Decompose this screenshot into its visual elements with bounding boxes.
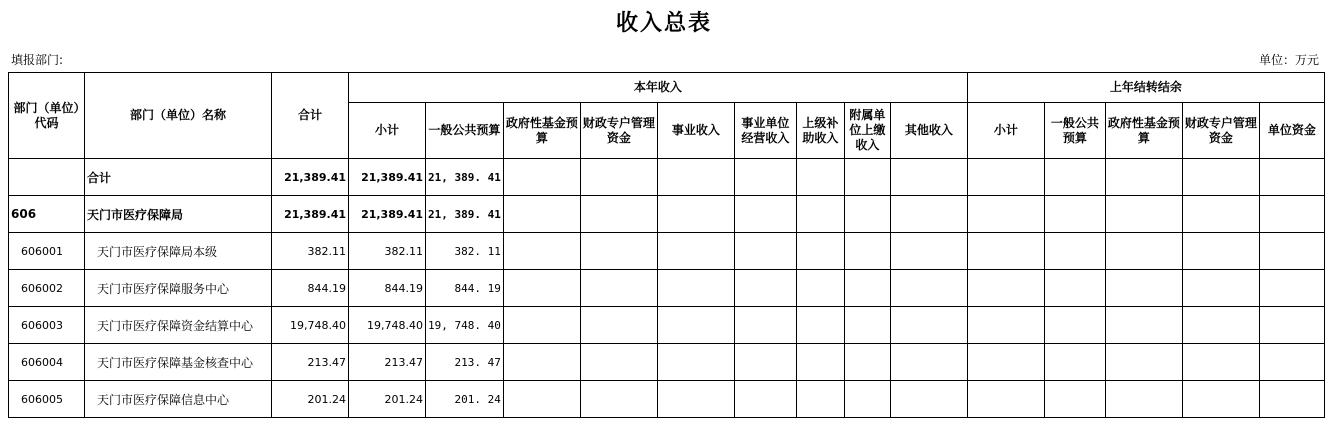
cell-empty [734,270,796,307]
cell-empty [1259,344,1324,381]
cell-empty [967,159,1044,196]
cell-empty [1105,307,1182,344]
header-prior-general-budget: 一般公共预算 [1044,103,1105,159]
header-dept-code: 部门（单位）代码 [9,73,85,159]
cell-name: 合计 [85,159,272,196]
cell-empty [967,196,1044,233]
cell-empty [1105,233,1182,270]
table-row [9,344,1325,381]
header-prior-unit-funds: 单位资金 [1259,103,1324,159]
cell-empty [796,381,844,418]
cell-empty [1182,233,1259,270]
cell-empty [844,196,890,233]
cell-empty [1044,233,1105,270]
header-current-affiliated-remit: 附属单位上缴收入 [844,103,890,159]
cell-empty [1044,381,1105,418]
cell-code: 606004 [9,344,85,381]
cell-empty [1259,381,1324,418]
cell-code: 606 [9,196,85,233]
header-dept-name: 部门（单位）名称 [85,73,272,159]
cell-subtotal: 382.11 [349,233,426,270]
cell-name: 天门市医疗保障资金结算中心 [85,307,272,344]
cell-empty [890,159,967,196]
cell-empty [1044,196,1105,233]
unit-label: 单位：万元 [1258,53,1319,67]
cell-empty [890,381,967,418]
header-prior-subtotal: 小计 [967,103,1044,159]
table-row [9,307,1325,344]
income-summary-table [8,72,1325,418]
table-row [9,381,1325,418]
cell-subtotal: 844.19 [349,270,426,307]
cell-empty [967,307,1044,344]
header-total: 合计 [272,73,349,159]
page-title: 收入总表 [615,10,712,36]
cell-general-budget: 21, 389. 41 [426,159,504,196]
header-current-subtotal: 小计 [349,103,426,159]
cell-empty [503,159,580,196]
cell-empty [1182,307,1259,344]
header-current-year-income: 本年收入 [349,73,968,103]
cell-empty [657,233,734,270]
cell-empty [844,381,890,418]
cell-empty [1044,344,1105,381]
cell-general-budget: 382. 11 [426,233,504,270]
cell-empty [890,344,967,381]
header-prior-year-carryover: 上年结转结余 [967,73,1324,103]
cell-code: 606002 [9,270,85,307]
cell-subtotal: 213.47 [349,344,426,381]
cell-empty [580,344,657,381]
cell-empty [1105,159,1182,196]
cell-general-budget: 201. 24 [426,381,504,418]
cell-general-budget: 844. 19 [426,270,504,307]
cell-total: 21,389.41 [272,196,349,233]
cell-empty [890,270,967,307]
cell-empty [1105,344,1182,381]
cell-empty [1182,270,1259,307]
cell-empty [1044,307,1105,344]
cell-total: 382.11 [272,233,349,270]
cell-empty [1044,270,1105,307]
cell-empty [734,233,796,270]
cell-general-budget: 213. 47 [426,344,504,381]
cell-empty [503,270,580,307]
cell-general-budget: 19, 748. 40 [426,307,504,344]
cell-empty [890,307,967,344]
cell-empty [580,270,657,307]
cell-empty [796,233,844,270]
cell-empty [580,307,657,344]
cell-empty [1105,381,1182,418]
header-current-gov-fund-budget: 政府性基金预算 [503,103,580,159]
cell-empty [657,196,734,233]
cell-empty [580,196,657,233]
cell-empty [796,270,844,307]
cell-name: 天门市医疗保障局本级 [85,233,272,270]
cell-code [9,159,85,196]
fill-dept-label: 填报部门: [11,53,64,67]
cell-empty [796,159,844,196]
cell-empty [503,307,580,344]
cell-empty [1182,344,1259,381]
cell-empty [1105,196,1182,233]
cell-name: 天门市医疗保障基金核查中心 [85,344,272,381]
cell-total: 213.47 [272,344,349,381]
header-current-other-income: 其他收入 [890,103,967,159]
cell-empty [657,270,734,307]
cell-empty [657,159,734,196]
cell-empty [967,344,1044,381]
cell-subtotal: 21,389.41 [349,196,426,233]
cell-empty [657,307,734,344]
header-prior-gov-fund-budget: 政府性基金预算 [1105,103,1182,159]
header-current-general-budget: 一般公共预算 [426,103,504,159]
cell-empty [1259,270,1324,307]
cell-name: 天门市医疗保障信息中心 [85,381,272,418]
cell-empty [734,307,796,344]
cell-empty [890,196,967,233]
cell-empty [734,344,796,381]
cell-empty [1182,196,1259,233]
header-current-business-operating-income: 事业单位经营收入 [734,103,796,159]
cell-empty [1259,159,1324,196]
cell-name: 天门市医疗保障局 [85,196,272,233]
cell-empty [503,344,580,381]
cell-code: 606001 [9,233,85,270]
cell-subtotal: 19,748.40 [349,307,426,344]
table-row-department [9,196,1325,233]
cell-empty [1105,270,1182,307]
table-row-total [9,159,1325,196]
cell-code: 606003 [9,307,85,344]
cell-empty [580,233,657,270]
cell-total: 201.24 [272,381,349,418]
cell-empty [1259,233,1324,270]
cell-empty [844,159,890,196]
cell-empty [1182,159,1259,196]
cell-empty [503,196,580,233]
cell-empty [796,196,844,233]
cell-total: 21,389.41 [272,159,349,196]
cell-empty [1044,159,1105,196]
header-current-business-income: 事业收入 [657,103,734,159]
cell-empty [734,381,796,418]
cell-empty [844,233,890,270]
cell-empty [657,344,734,381]
cell-empty [580,159,657,196]
cell-empty [580,381,657,418]
table-row [9,233,1325,270]
cell-empty [967,381,1044,418]
cell-subtotal: 201.24 [349,381,426,418]
header-current-fiscal-special-funds: 财政专户管理资金 [580,103,657,159]
cell-empty [657,381,734,418]
cell-empty [503,381,580,418]
header-current-superior-subsidy: 上级补助收入 [796,103,844,159]
cell-empty [796,344,844,381]
cell-empty [844,344,890,381]
cell-empty [1182,381,1259,418]
cell-name: 天门市医疗保障服务中心 [85,270,272,307]
cell-subtotal: 21,389.41 [349,159,426,196]
cell-empty [890,233,967,270]
cell-total: 19,748.40 [272,307,349,344]
cell-empty [1259,307,1324,344]
header-prior-fiscal-special-funds: 财政专户管理资金 [1182,103,1259,159]
cell-empty [734,159,796,196]
cell-empty [734,196,796,233]
cell-empty [844,307,890,344]
cell-empty [967,233,1044,270]
table-row [9,270,1325,307]
cell-empty [844,270,890,307]
cell-empty [967,270,1044,307]
cell-general-budget: 21, 389. 41 [426,196,504,233]
cell-total: 844.19 [272,270,349,307]
cell-empty [796,307,844,344]
cell-empty [1259,196,1324,233]
cell-empty [503,233,580,270]
cell-code: 606005 [9,381,85,418]
